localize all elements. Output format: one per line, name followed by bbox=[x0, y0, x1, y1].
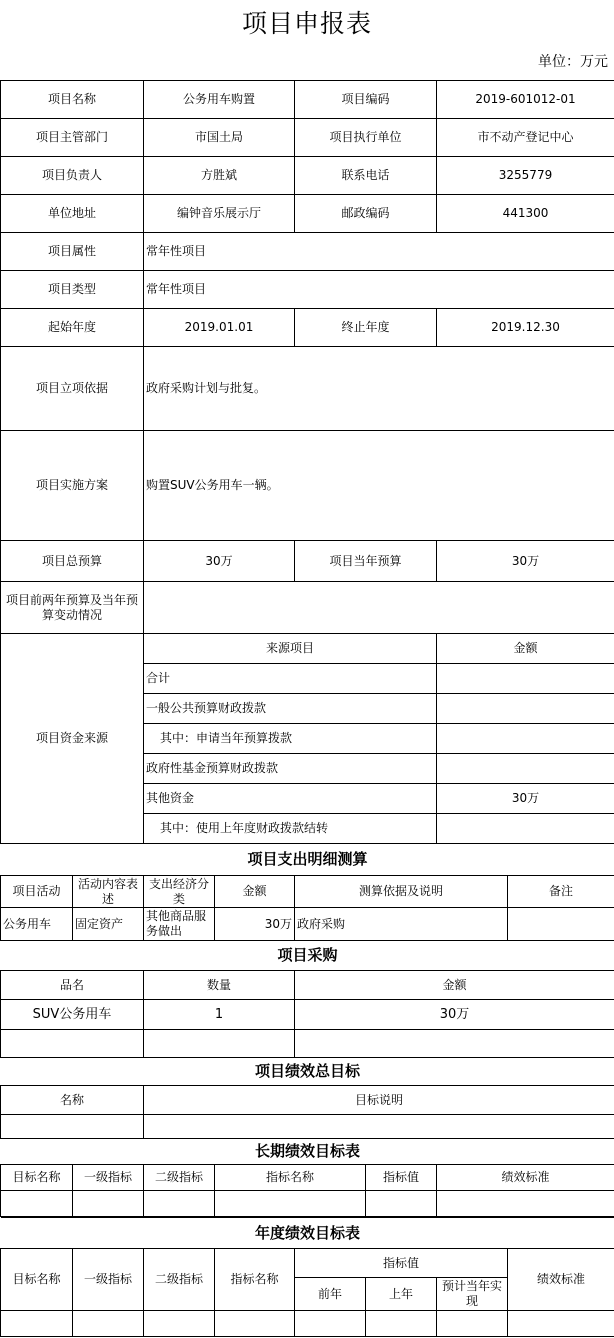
annual-header: 二级指标 bbox=[144, 1249, 215, 1311]
addr-label: 单位地址 bbox=[1, 195, 144, 233]
total-label: 项目总预算 bbox=[1, 541, 144, 582]
procure-cell bbox=[1, 1030, 144, 1058]
procure-header: 金额 bbox=[295, 971, 614, 1000]
expense-cell: 固定资产 bbox=[73, 908, 144, 941]
attr-value: 常年性项目 bbox=[144, 233, 614, 271]
longterm-header: 绩效标准 bbox=[437, 1165, 614, 1191]
perf-section-title: 项目绩效总目标 bbox=[1, 1058, 614, 1086]
annual-cell bbox=[295, 1311, 366, 1337]
expense-header: 项目活动 bbox=[1, 876, 73, 908]
longterm-cell bbox=[215, 1191, 366, 1217]
annual-header: 指标名称 bbox=[215, 1249, 295, 1311]
annual-cell bbox=[366, 1311, 437, 1337]
annual-cell bbox=[144, 1311, 215, 1337]
zip-value: 441300 bbox=[437, 195, 614, 233]
annual-section-title: 年度绩效目标表 bbox=[1, 1218, 614, 1249]
attr-label: 项目属性 bbox=[1, 233, 144, 271]
end-label: 终止年度 bbox=[295, 309, 437, 347]
start-label: 起始年度 bbox=[1, 309, 144, 347]
funding-row-amount bbox=[437, 694, 614, 724]
expense-header: 支出经济分类 bbox=[144, 876, 215, 908]
lead-label: 项目负责人 bbox=[1, 157, 144, 195]
funding-col-source: 来源项目 bbox=[144, 634, 437, 664]
annual-subheader: 前年 bbox=[295, 1278, 366, 1311]
year-budget-label: 项目当年预算 bbox=[295, 541, 437, 582]
funding-label: 项目资金来源 bbox=[1, 634, 144, 844]
longterm-header: 一级指标 bbox=[73, 1165, 144, 1191]
type-value: 常年性项目 bbox=[144, 271, 614, 309]
funding-row-name: 合计 bbox=[144, 664, 437, 694]
funding-row-amount bbox=[437, 664, 614, 694]
procure-cell: 1 bbox=[144, 1000, 295, 1030]
expense-header: 测算依据及说明 bbox=[295, 876, 508, 908]
longterm-header: 目标名称 bbox=[1, 1165, 73, 1191]
name-label: 项目名称 bbox=[1, 81, 144, 119]
year-budget-value: 30万 bbox=[437, 541, 614, 582]
longterm-cell bbox=[73, 1191, 144, 1217]
dept-value: 市国土局 bbox=[144, 119, 295, 157]
funding-row-amount bbox=[437, 754, 614, 784]
expense-cell bbox=[508, 908, 614, 941]
funding-row-amount: 30万 bbox=[437, 784, 614, 814]
unit-label: 单位：万元 bbox=[538, 54, 608, 70]
addr-value: 编钟音乐展示厅 bbox=[144, 195, 295, 233]
procure-cell: SUV公务用车 bbox=[1, 1000, 144, 1030]
annual-subheader: 预计当年实现 bbox=[437, 1278, 508, 1311]
annual-header: 指标值 bbox=[295, 1249, 508, 1278]
annual-cell bbox=[508, 1311, 614, 1337]
funding-row-name: 其中：申请当年预算拨款 bbox=[144, 724, 437, 754]
longterm-cell bbox=[1, 1191, 73, 1217]
page-title: 项目申报表 bbox=[241, 9, 372, 38]
expense-table bbox=[0, 843, 614, 941]
basic-info-table bbox=[0, 80, 614, 844]
expense-header: 金额 bbox=[215, 876, 295, 908]
procure-cell bbox=[295, 1030, 614, 1058]
longterm-header: 指标名称 bbox=[215, 1165, 366, 1191]
longterm-cell bbox=[437, 1191, 614, 1217]
exec-label: 项目执行单位 bbox=[295, 119, 437, 157]
longterm-table bbox=[0, 1138, 614, 1217]
type-label: 项目类型 bbox=[1, 271, 144, 309]
expense-cell: 公务用车 bbox=[1, 908, 73, 941]
exec-value: 市不动产登记中心 bbox=[437, 119, 614, 157]
procure-header: 数量 bbox=[144, 971, 295, 1000]
procure-table bbox=[0, 940, 614, 1058]
annual-table bbox=[0, 1217, 614, 1337]
dept-label: 项目主管部门 bbox=[1, 119, 144, 157]
funding-row-name: 其中：使用上年度财政拨款结转 bbox=[144, 814, 437, 844]
procure-header: 品名 bbox=[1, 971, 144, 1000]
funding-row-amount bbox=[437, 724, 614, 754]
code-value: 2019-601012-01 bbox=[437, 81, 614, 119]
plan-value: 购置SUV公务用车一辆。 bbox=[144, 431, 614, 541]
phone-label: 联系电话 bbox=[295, 157, 437, 195]
code-label: 项目编码 bbox=[295, 81, 437, 119]
annual-cell bbox=[215, 1311, 295, 1337]
phone-value: 3255779 bbox=[437, 157, 614, 195]
procure-cell bbox=[144, 1030, 295, 1058]
basis-label: 项目立项依据 bbox=[1, 347, 144, 431]
zip-label: 邮政编码 bbox=[295, 195, 437, 233]
change-label: 项目前两年预算及当年预算变动情况 bbox=[1, 582, 144, 634]
perf-header: 名称 bbox=[1, 1086, 144, 1115]
expense-cell: 30万 bbox=[215, 908, 295, 941]
lead-value: 方胜斌 bbox=[144, 157, 295, 195]
longterm-cell bbox=[366, 1191, 437, 1217]
perf-table bbox=[0, 1057, 614, 1139]
perf-cell bbox=[144, 1115, 614, 1139]
annual-cell bbox=[73, 1311, 144, 1337]
change-value bbox=[144, 582, 614, 634]
annual-cell bbox=[437, 1311, 508, 1337]
expense-section-title: 项目支出明细测算 bbox=[1, 844, 614, 876]
perf-cell bbox=[1, 1115, 144, 1139]
funding-row-amount bbox=[437, 814, 614, 844]
expense-header: 备注 bbox=[508, 876, 614, 908]
expense-header: 活动内容表述 bbox=[73, 876, 144, 908]
longterm-section-title: 长期绩效目标表 bbox=[1, 1139, 614, 1165]
name-value: 公务用车购置 bbox=[144, 81, 295, 119]
procure-section-title: 项目采购 bbox=[1, 941, 614, 971]
longterm-cell bbox=[144, 1191, 215, 1217]
funding-row-name: 政府性基金预算财政拨款 bbox=[144, 754, 437, 784]
longterm-header: 指标值 bbox=[366, 1165, 437, 1191]
procure-cell: 30万 bbox=[295, 1000, 614, 1030]
funding-row-name: 一般公共预算财政拨款 bbox=[144, 694, 437, 724]
basis-value: 政府采购计划与批复。 bbox=[144, 347, 614, 431]
longterm-header: 二级指标 bbox=[144, 1165, 215, 1191]
annual-subheader: 上年 bbox=[366, 1278, 437, 1311]
expense-cell: 政府采购 bbox=[295, 908, 508, 941]
plan-label: 项目实施方案 bbox=[1, 431, 144, 541]
end-value: 2019.12.30 bbox=[437, 309, 614, 347]
annual-header: 目标名称 bbox=[1, 1249, 73, 1311]
start-value: 2019.01.01 bbox=[144, 309, 295, 347]
annual-header: 一级指标 bbox=[73, 1249, 144, 1311]
annual-cell bbox=[1, 1311, 73, 1337]
perf-header: 目标说明 bbox=[144, 1086, 614, 1115]
total-value: 30万 bbox=[144, 541, 295, 582]
annual-header: 绩效标准 bbox=[508, 1249, 614, 1311]
funding-col-amount: 金额 bbox=[437, 634, 614, 664]
expense-cell: 其他商品服务做出 bbox=[144, 908, 215, 941]
funding-row-name: 其他资金 bbox=[144, 784, 437, 814]
